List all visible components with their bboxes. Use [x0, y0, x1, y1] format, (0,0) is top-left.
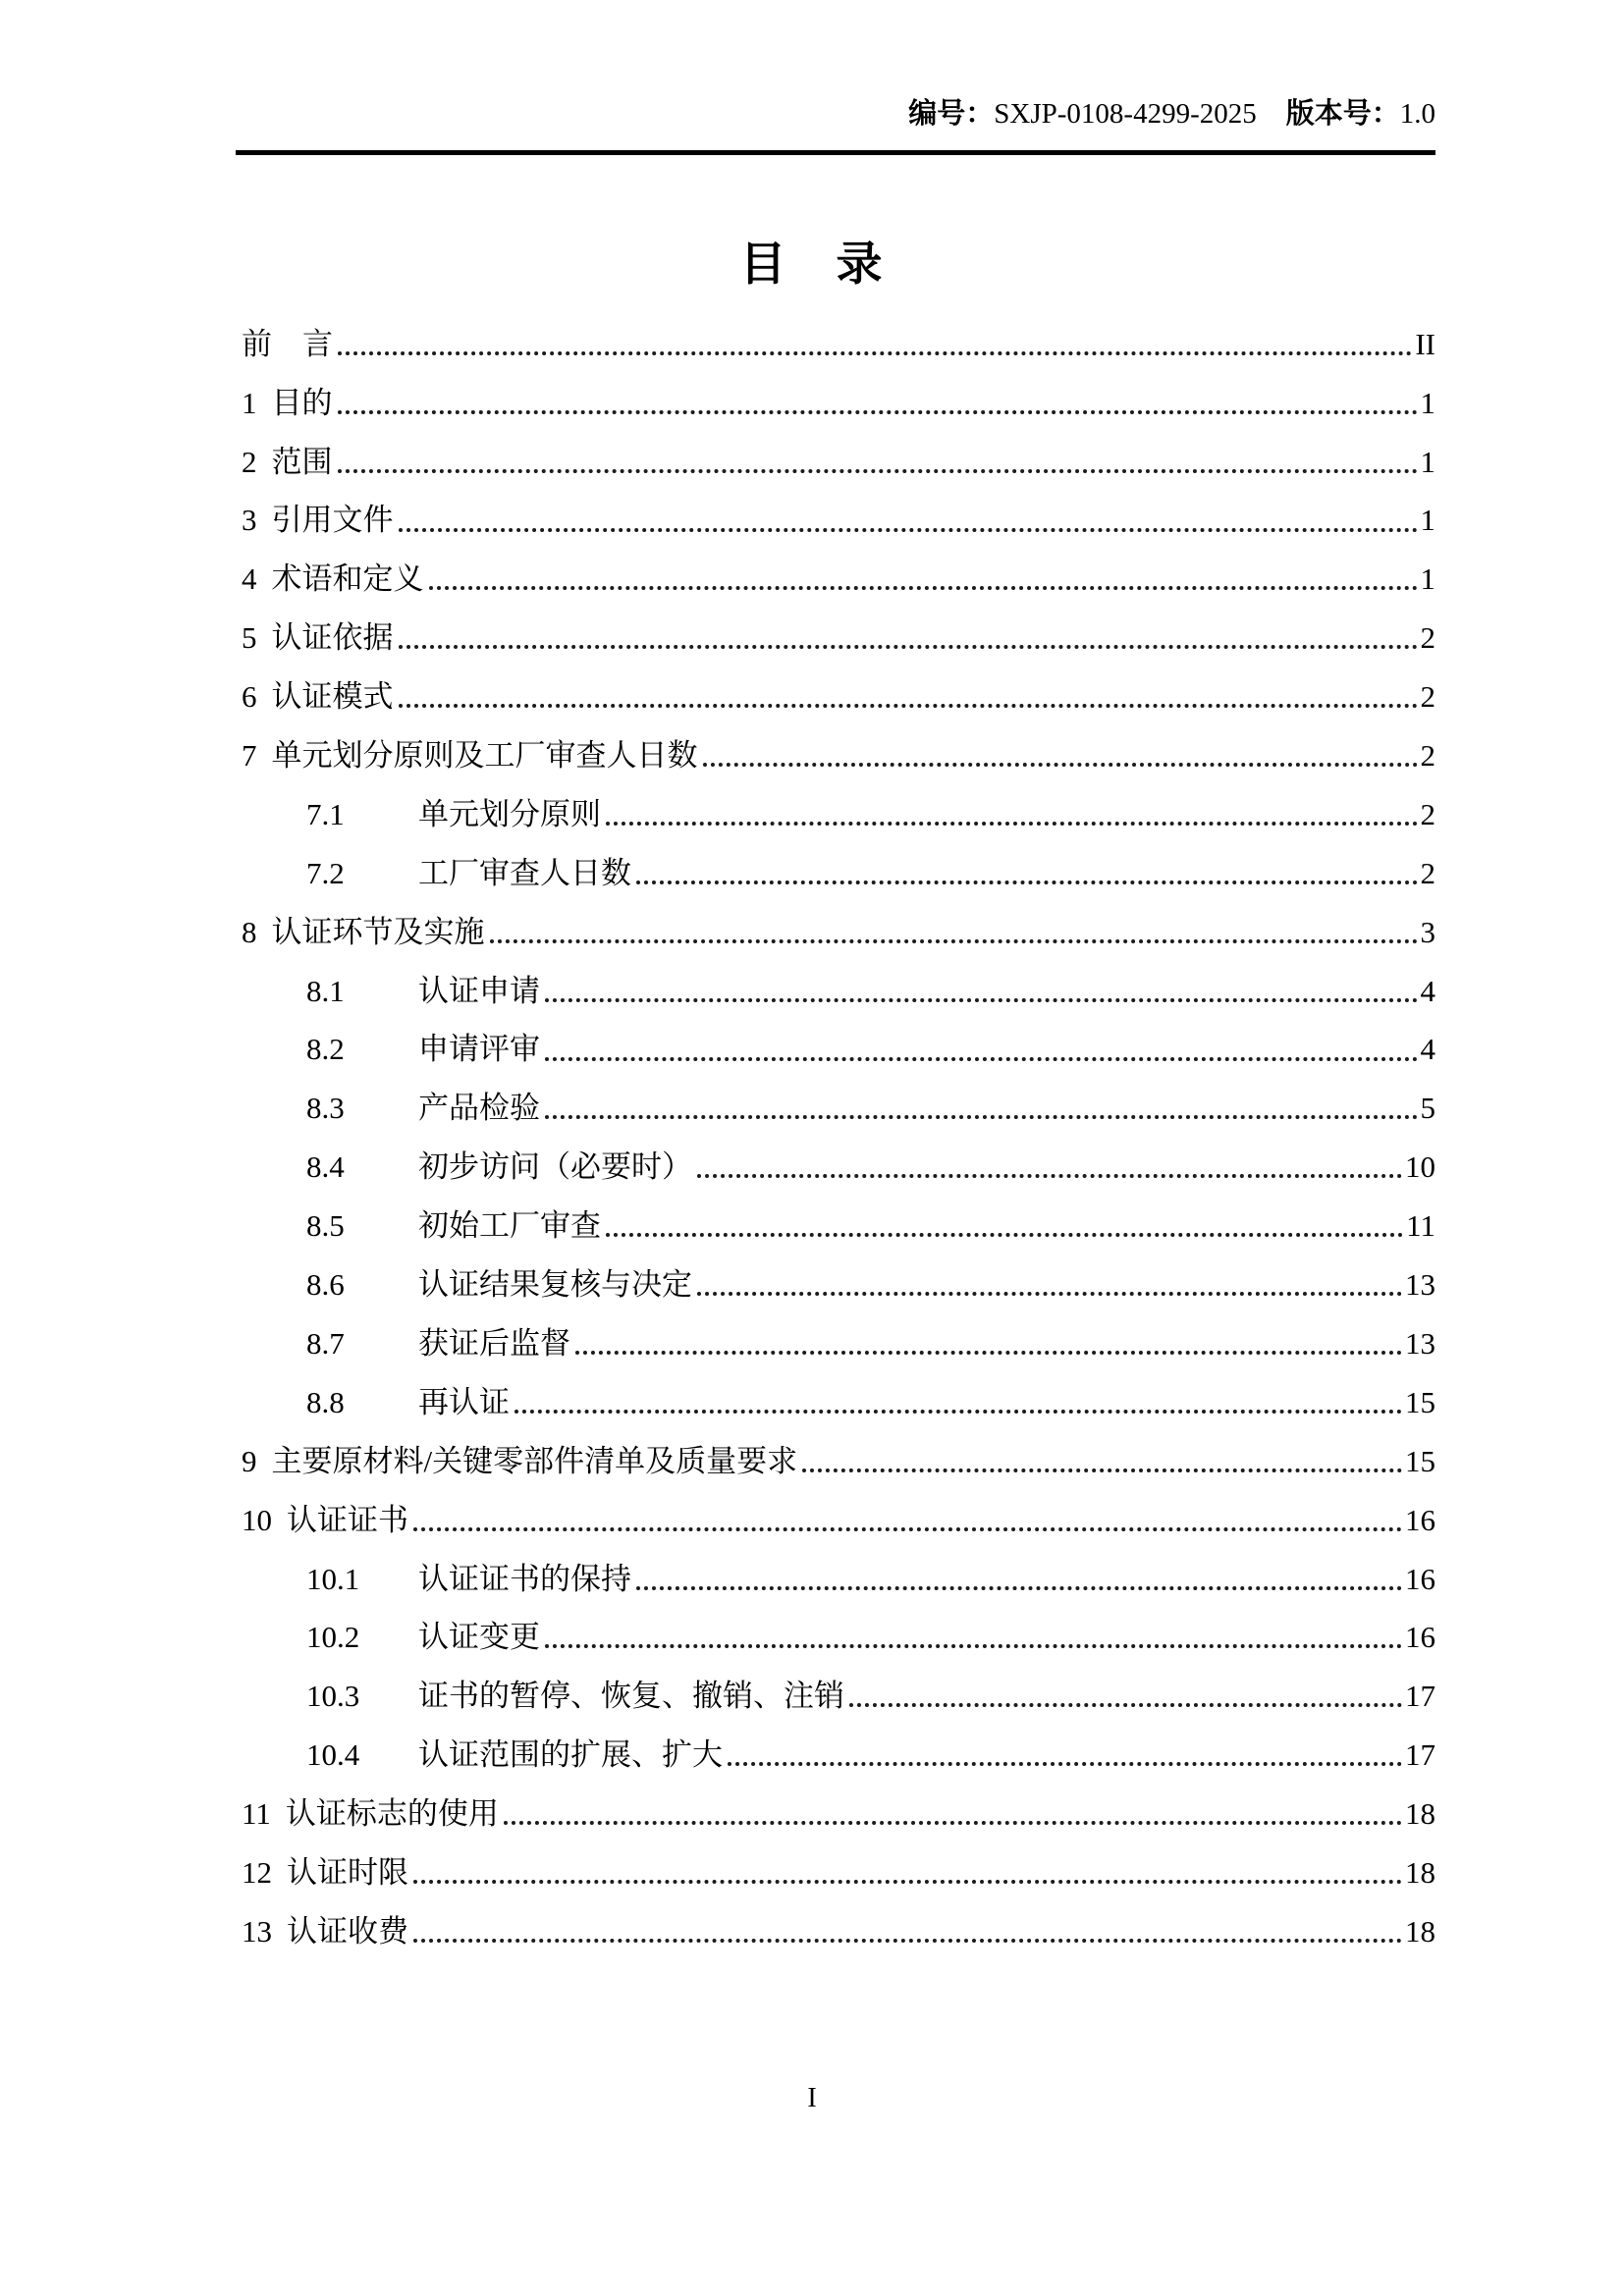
- toc-entry-page: 13: [1405, 1267, 1435, 1303]
- toc-entry-page: 18: [1405, 1796, 1435, 1832]
- toc-entry-page: 1: [1420, 385, 1435, 420]
- toc-entry-label: 申请评审: [418, 1032, 540, 1067]
- toc-entry[interactable]: [242, 714, 1435, 773]
- doc-number-value: SXJP-0108-4299-2025: [994, 98, 1257, 130]
- toc-entry-page: 16: [1405, 1561, 1435, 1596]
- toc-entry-number: 8.6: [306, 1267, 345, 1303]
- toc-entry-number: 5: [242, 620, 257, 656]
- toc-entry-label: 术语和定义: [271, 561, 424, 597]
- dot-leader: [606, 821, 1418, 826]
- toc-entry-page: 1: [1420, 561, 1435, 597]
- toc-entry-page: 2: [1420, 679, 1435, 715]
- toc-entry[interactable]: [242, 1184, 1435, 1243]
- toc-entry-number: 10: [242, 1502, 272, 1537]
- toc-entry-number: 7: [242, 738, 257, 774]
- toc-entry[interactable]: [242, 596, 1435, 655]
- toc-entry-label: 认证时限: [287, 1854, 408, 1890]
- dot-leader: [413, 1526, 1402, 1531]
- toc-entry[interactable]: [242, 538, 1435, 597]
- toc-entry-label: 引用文件: [271, 503, 394, 538]
- page-title: 目 录: [739, 240, 885, 291]
- toc-entry-number: 11: [242, 1796, 271, 1832]
- toc-entry-number: 3: [242, 503, 257, 538]
- toc-entry[interactable]: [242, 1361, 1435, 1419]
- toc-entry-number: 9: [242, 1443, 257, 1478]
- toc-entry-page: 4: [1420, 973, 1435, 1008]
- toc-entry-label: 证书的暂停、恢复、撤销、注销: [418, 1679, 844, 1714]
- toc-entry-label: 范围: [271, 444, 333, 479]
- dot-leader: [338, 468, 1418, 473]
- toc-entry[interactable]: [242, 1243, 1435, 1302]
- toc-entry-page: 2: [1420, 855, 1435, 890]
- toc-entry-number: 8.2: [306, 1032, 345, 1067]
- toc-entry[interactable]: [242, 1537, 1435, 1596]
- toc-entry-page: 2: [1420, 796, 1435, 831]
- toc-entry[interactable]: [242, 1596, 1435, 1655]
- dot-leader: [413, 1938, 1402, 1943]
- toc-entry-page: II: [1415, 326, 1435, 361]
- toc-entry-page: 2: [1420, 620, 1435, 656]
- toc-entry-number: 12: [242, 1854, 272, 1890]
- dot-leader: [504, 1820, 1402, 1825]
- toc-entry[interactable]: [242, 1890, 1435, 1949]
- dot-leader: [338, 350, 1412, 355]
- header-divider-line: [236, 150, 1435, 155]
- toc-entry-label: 认证变更: [418, 1620, 540, 1655]
- doc-number-label: 编号：: [908, 98, 995, 130]
- toc-entry-page: 16: [1405, 1620, 1435, 1655]
- toc-entry[interactable]: [242, 655, 1435, 714]
- toc-entry-label: 认证证书的保持: [418, 1561, 631, 1596]
- dot-leader: [545, 997, 1418, 1002]
- toc-entry-page: 15: [1405, 1384, 1435, 1419]
- dot-leader: [849, 1702, 1402, 1707]
- toc-entry-number: 10.2: [306, 1620, 360, 1655]
- dot-leader: [697, 1173, 1402, 1178]
- dot-leader: [545, 1643, 1402, 1648]
- toc-entry[interactable]: [242, 890, 1435, 949]
- dot-leader: [697, 1291, 1402, 1296]
- toc-entry-label: 认证范围的扩展、扩大: [418, 1737, 723, 1773]
- dot-leader: [703, 762, 1418, 767]
- dot-leader: [636, 1585, 1402, 1590]
- toc-entry[interactable]: [242, 1008, 1435, 1067]
- toc-entry[interactable]: [242, 1302, 1435, 1361]
- toc-entry-label: 认证结果复核与决定: [418, 1267, 692, 1303]
- toc-entry-number: 10.3: [306, 1679, 360, 1714]
- dot-leader: [636, 880, 1418, 884]
- dot-leader: [575, 1350, 1402, 1355]
- toc-entry-number: 8.7: [306, 1325, 345, 1361]
- toc-entry[interactable]: [242, 361, 1435, 420]
- toc-entry[interactable]: [242, 302, 1435, 361]
- toc-entry-page: 16: [1405, 1502, 1435, 1537]
- toc-entry-label: 初步访问（必要时）: [418, 1149, 692, 1185]
- toc-entry-page: 11: [1406, 1208, 1435, 1244]
- dot-leader: [413, 1879, 1402, 1884]
- toc-entry[interactable]: [242, 831, 1435, 890]
- toc-entry-label: 前 言: [242, 326, 333, 361]
- page-header: [236, 96, 1435, 132]
- dot-leader: [728, 1761, 1402, 1766]
- version-label: 版本号：: [1285, 98, 1400, 130]
- toc-entry-label: 目的: [271, 385, 333, 420]
- toc-entry-label: 获证后监督: [418, 1325, 570, 1361]
- toc-entry[interactable]: [242, 1713, 1435, 1772]
- toc-entry[interactable]: [242, 1067, 1435, 1126]
- dot-leader: [399, 644, 1418, 649]
- dot-leader: [514, 1409, 1402, 1414]
- toc-entry-label: 认证申请: [418, 973, 540, 1008]
- toc-entry-number: 8.4: [306, 1149, 345, 1185]
- toc-entry-number: 8.3: [306, 1091, 345, 1126]
- toc-entry-label: 工厂审查人日数: [418, 855, 631, 890]
- toc-entry[interactable]: [242, 1125, 1435, 1184]
- toc-entry-label: 认证标志的使用: [285, 1796, 499, 1832]
- toc-entry-number: 7.2: [306, 855, 345, 890]
- toc-entry-label: 主要原材料/关键零部件清单及质量要求: [271, 1443, 798, 1478]
- dot-leader: [399, 703, 1418, 708]
- toc-entry-page: 5: [1420, 1091, 1435, 1126]
- toc-entry-label: 认证收费: [287, 1913, 408, 1949]
- toc-entry-number: 4: [242, 561, 257, 597]
- toc-entry[interactable]: [242, 949, 1435, 1008]
- toc-entry[interactable]: [242, 1419, 1435, 1478]
- toc-entry-page: 2: [1420, 738, 1435, 774]
- toc-list: [242, 302, 1435, 1949]
- toc-entry-page: 3: [1420, 914, 1435, 949]
- toc-entry-page: 17: [1405, 1737, 1435, 1773]
- toc-entry-page: 18: [1405, 1854, 1435, 1890]
- dot-leader: [545, 1114, 1418, 1119]
- toc-entry[interactable]: [242, 479, 1435, 538]
- toc-entry-number: 8.5: [306, 1208, 345, 1244]
- toc-entry-number: 2: [242, 444, 257, 479]
- toc-entry-page: 4: [1420, 1032, 1435, 1067]
- dot-leader: [399, 527, 1418, 532]
- toc-entry-page: 1: [1420, 444, 1435, 479]
- dot-leader: [338, 409, 1418, 414]
- toc-entry-label: 认证证书: [287, 1502, 408, 1537]
- toc-entry[interactable]: [242, 1654, 1435, 1713]
- footer-page-number: I: [807, 2083, 817, 2113]
- toc-entry-number: 6: [242, 679, 257, 715]
- toc-entry-label: 产品检验: [418, 1091, 540, 1126]
- toc-entry-page: 17: [1405, 1679, 1435, 1714]
- toc-entry-label: 认证环节及实施: [271, 914, 485, 949]
- toc-entry[interactable]: [242, 1772, 1435, 1831]
- dot-leader: [802, 1468, 1402, 1472]
- dot-leader: [490, 938, 1418, 943]
- toc-entry-label: 单元划分原则: [418, 796, 601, 831]
- toc-entry-page: 1: [1420, 503, 1435, 538]
- toc-entry-label: 认证模式: [271, 679, 394, 715]
- toc-entry[interactable]: [242, 1831, 1435, 1890]
- version-value: 1.0: [1399, 98, 1435, 130]
- dot-leader: [606, 1232, 1403, 1237]
- toc-entry-number: 7.1: [306, 796, 345, 831]
- toc-entry-number: 10.1: [306, 1561, 360, 1596]
- toc-entry-label: 认证依据: [271, 620, 394, 656]
- toc-entry-label: 单元划分原则及工厂审查人日数: [271, 738, 698, 774]
- toc-entry-number: 8: [242, 914, 257, 949]
- toc-entry-label: 初始工厂审查: [418, 1208, 601, 1244]
- dot-leader: [429, 585, 1418, 590]
- toc-entry-number: 8.8: [306, 1384, 345, 1419]
- toc-entry-label: 再认证: [418, 1384, 510, 1419]
- toc-entry-page: 10: [1405, 1149, 1435, 1185]
- toc-entry-number: 13: [242, 1913, 272, 1949]
- toc-entry-page: 15: [1405, 1443, 1435, 1478]
- toc-entry[interactable]: [242, 420, 1435, 479]
- toc-entry-number: 10.4: [306, 1737, 360, 1773]
- toc-entry-number: 8.1: [306, 973, 345, 1008]
- toc-entry[interactable]: [242, 1478, 1435, 1537]
- toc-entry-page: 18: [1405, 1913, 1435, 1949]
- dot-leader: [545, 1056, 1418, 1061]
- toc-entry-page: 13: [1405, 1325, 1435, 1361]
- toc-entry[interactable]: [242, 773, 1435, 831]
- toc-entry-number: 1: [242, 385, 257, 420]
